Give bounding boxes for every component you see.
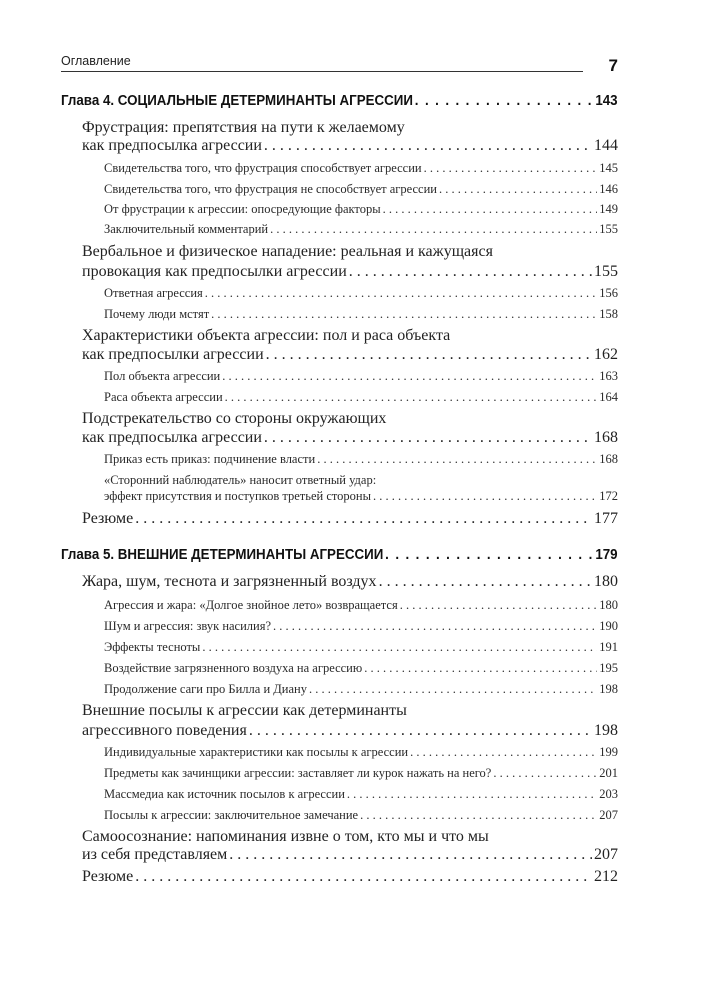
dot-leader: [225, 390, 598, 405]
dot-leader: [383, 202, 598, 217]
dot-leader: [309, 682, 597, 697]
subsection-page: 190: [599, 619, 618, 633]
subsection-title: Посылы к агрессии: заключительное замечание: [104, 808, 359, 822]
section-page: 168: [594, 429, 618, 446]
toc-subsection[interactable]: [104, 222, 618, 237]
toc-subsection[interactable]: [104, 489, 618, 504]
subsection-title: Свидетельства того, что фрустрация способствует агрессии: [104, 161, 422, 175]
page-number: 7: [608, 56, 618, 75]
dot-leader: [347, 787, 597, 802]
subsection-page: 164: [599, 390, 618, 404]
subsection-page: 201: [599, 766, 618, 780]
subsection-title: Предметы как зачинщики агрессии: заставляет ли курок нажать на него?: [104, 766, 492, 780]
dot-leader: [222, 369, 597, 384]
section-page: 207: [594, 846, 618, 863]
toc-subsection[interactable]: [104, 745, 618, 760]
dot-leader: [364, 661, 597, 676]
section-title-line2: провокация как предпосылки агрессии: [82, 263, 347, 280]
dot-leader: [202, 640, 597, 655]
subsection-title: Воздействие загрязненного воздуха на агрессию: [104, 661, 363, 675]
subsection-title: Пол объекта агрессии: [104, 369, 221, 383]
dot-leader: [264, 429, 592, 447]
section-page: 144: [594, 137, 618, 154]
section-title-line2: как предпосылки агрессии: [82, 346, 264, 363]
subsection-title: Шум и агрессия: звук насилия?: [104, 619, 272, 633]
toc-subsection[interactable]: [104, 661, 618, 676]
subsection-title: Заключительный комментарий: [104, 222, 269, 236]
dot-leader: [379, 573, 592, 591]
dot-leader: [373, 489, 597, 504]
subsection-page: 172: [599, 489, 618, 503]
dot-leader: [439, 182, 597, 197]
toc-section[interactable]: [82, 722, 618, 740]
dot-leader: [349, 263, 592, 281]
section-title-line1: Внешние посылы к агрессии как детерминанты: [82, 702, 407, 719]
toc-subsection[interactable]: [104, 202, 618, 217]
toc-chapter-4[interactable]: [61, 93, 618, 109]
subsection-page: 207: [599, 808, 618, 822]
subsection-title: Ответная агрессия: [104, 286, 203, 300]
section-title: Резюме: [82, 868, 134, 885]
toc-subsection[interactable]: [104, 307, 618, 322]
dot-leader: [135, 510, 592, 528]
chapter-title: Глава 4. СОЦИАЛЬНЫЕ ДЕТЕРМИНАНТЫ АГРЕССИИ: [61, 93, 413, 109]
subsection-title: Почему люди мстят: [104, 307, 210, 321]
toc-chapter-5[interactable]: [61, 547, 618, 563]
section-title-line2: из себя представляем: [82, 846, 228, 863]
section-title: Жара, шум, теснота и загрязненный воздух: [82, 573, 377, 590]
dot-leader: [400, 598, 598, 613]
toc-subsection[interactable]: [104, 390, 618, 405]
section-title-line2: как предпосылка агрессии: [82, 137, 262, 154]
toc-section-summary[interactable]: [82, 510, 618, 528]
subsection-title: Индивидуальные характеристики как посылы к агрессии: [104, 745, 409, 759]
dot-leader: [135, 868, 592, 886]
dot-leader: [249, 722, 592, 740]
section-page: 198: [594, 722, 618, 739]
subsection-title: Эффекты тесноты: [104, 640, 201, 654]
dot-leader: [493, 766, 597, 781]
section-page: 180: [594, 573, 618, 590]
dot-leader: [264, 137, 592, 155]
chapter-page: 179: [595, 547, 618, 563]
subsection-title: Раса объекта агрессии: [104, 390, 223, 404]
dot-leader: [266, 346, 592, 364]
dot-leader: [415, 93, 594, 109]
toc-subsection[interactable]: [104, 369, 618, 384]
toc-subsection[interactable]: [104, 452, 618, 467]
section-page: 155: [594, 263, 618, 280]
running-head: Оглавление: [61, 53, 583, 72]
subsection-page: 191: [599, 640, 618, 654]
subsection-title: Приказ есть приказ: подчинение власти: [104, 452, 316, 466]
subsection-page: 145: [599, 161, 618, 175]
section-title-line2: агрессивного поведения: [82, 722, 247, 739]
chapter-title: Глава 5. ВНЕШНИЕ ДЕТЕРМИНАНТЫ АГРЕССИИ: [61, 547, 384, 563]
subsection-page: 180: [599, 598, 618, 612]
subsection-page: 149: [599, 202, 618, 216]
dot-leader: [360, 808, 597, 823]
subsection-page: 198: [599, 682, 618, 696]
dot-leader: [211, 307, 597, 322]
section-title: Резюме: [82, 510, 134, 527]
subsection-page: 163: [599, 369, 618, 383]
toc-section[interactable]: [82, 573, 618, 591]
toc-section[interactable]: [82, 137, 618, 155]
toc-section-summary[interactable]: [82, 868, 618, 886]
subsection-page: 155: [599, 222, 618, 236]
toc-subsection[interactable]: [104, 598, 618, 613]
subsection-page: 195: [599, 661, 618, 675]
subsection-page: 146: [599, 182, 618, 196]
section-page: 162: [594, 346, 618, 363]
toc-subsection[interactable]: [104, 808, 618, 823]
section-title-line2: как предпосылка агрессии: [82, 429, 262, 446]
subsection-title: Массмедиа как источник посылов к агрессии: [104, 787, 345, 801]
dot-leader: [410, 745, 597, 760]
dot-leader: [317, 452, 597, 467]
toc-subsection[interactable]: [104, 682, 618, 697]
toc-subsection[interactable]: [104, 640, 618, 655]
section-page: 177: [594, 510, 618, 527]
subsection-page: 199: [599, 745, 618, 759]
toc-subsection[interactable]: [104, 787, 618, 802]
subsection-page: 156: [599, 286, 618, 300]
subsection-page: 203: [599, 787, 618, 801]
section-title-line1: Подстрекательство со стороны окружающих: [82, 410, 387, 427]
dot-leader: [385, 547, 593, 563]
toc-subsection[interactable]: [104, 619, 618, 634]
subsection-title: эффект присутствия и поступков третьей стороны: [104, 489, 372, 503]
section-page: 212: [594, 868, 618, 885]
toc-subsection[interactable]: [104, 182, 618, 197]
dot-leader: [270, 222, 597, 237]
chapter-page: 143: [595, 93, 618, 109]
toc-subsection[interactable]: [104, 766, 618, 781]
subsection-title-line1: «Сторонний наблюдатель» наносит ответный удар:: [104, 473, 377, 487]
dot-leader: [273, 619, 597, 634]
dot-leader: [205, 286, 597, 301]
toc-section[interactable]: [82, 429, 618, 447]
section-title-line1: Характеристики объекта агрессии: пол и раса объекта: [82, 327, 451, 344]
toc-section[interactable]: [82, 263, 618, 281]
subsection-page: 168: [599, 452, 618, 466]
subsection-title: От фрустрации к агрессии: опосредующие факторы: [104, 202, 381, 216]
section-title-line1: Самоосознание: напоминания извне о том, кто мы и что мы: [82, 828, 489, 845]
toc-section[interactable]: [82, 846, 618, 864]
subsection-title: Продолжение саги про Билла и Диану: [104, 682, 307, 696]
toc-subsection[interactable]: [104, 286, 618, 301]
section-title-line1: Фрустрация: препятствия на пути к желаемому: [82, 119, 405, 136]
toc-subsection[interactable]: [104, 161, 618, 176]
dot-leader: [424, 161, 598, 176]
subsection-title: Свидетельства того, что фрустрация не способствует агрессии: [104, 182, 437, 196]
subsection-page: 158: [599, 307, 618, 321]
section-title-line1: Вербальное и физическое нападение: реальная и кажущаяся: [82, 243, 493, 260]
dot-leader: [229, 846, 592, 864]
subsection-title: Агрессия и жара: «Долгое знойное лето» возвращается: [104, 598, 398, 612]
toc-section[interactable]: [82, 346, 618, 364]
